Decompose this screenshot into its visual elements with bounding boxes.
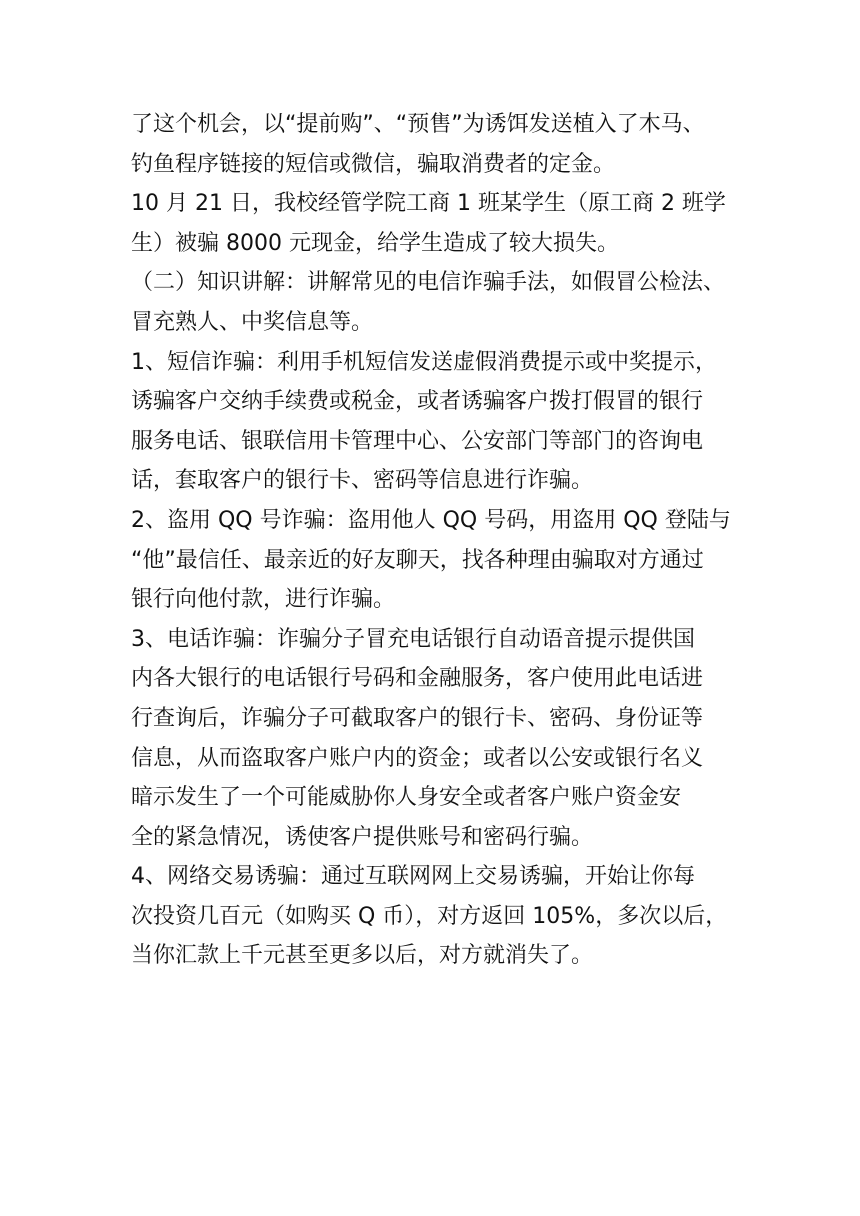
text-line: 信息，从而盗取客户账户内的资金；或者以公安或银行名义 (131, 745, 704, 771)
text-line: 行查询后，诈骗分子可截取客户的银行卡、密码、身份证等 (131, 705, 704, 731)
document-body (131, 105, 731, 976)
text-line: 银行向他付款，进行诈骗。 (131, 587, 396, 613)
paragraph-phone-fraud (131, 620, 731, 858)
text-line: 话，套取客户的银行卡、密码等信息进行诈骗。 (131, 468, 594, 494)
text-line: （二）知识讲解：讲解常见的电信诈骗手法，如假冒公检法、 (131, 270, 726, 296)
text-line: 诱骗客户交纳手续费或税金，或者诱骗客户拨打假冒的银行 (131, 389, 704, 415)
text-line: “他”最信任、最亲近的好友聊天，找各种理由骗取对方通过 (131, 547, 704, 573)
text-line: 4、网络交易诱骗：通过互联网网上交易诱骗，开始让你每 (131, 864, 695, 890)
paragraph-qq-fraud (131, 501, 731, 620)
text-line: 3、电话诈骗：诈骗分子冒充电话银行自动语音提示提供国 (131, 626, 695, 652)
text-line: 冒充熟人、中奖信息等。 (131, 309, 374, 335)
text-line: 次投资几百元（如购买 Q 币），对方返回 105%，多次以后， (131, 903, 728, 929)
text-line: 生）被骗 8000 元现金，给学生造成了较大损失。 (131, 230, 619, 256)
text-line: 2、盗用 QQ 号诈骗：盗用他人 QQ 号码，用盗用 QQ 登陆与 (131, 507, 731, 533)
text-line: 1、短信诈骗：利用手机短信发送虚假消费提示或中奖提示， (131, 349, 717, 375)
text-line: 当你汇款上千元甚至更多以后，对方就消失了。 (131, 943, 594, 969)
text-line: 暗示发生了一个可能威胁你人身安全或者客户账户资金安 (131, 785, 682, 811)
text-line: 钓鱼程序链接的短信或微信，骗取消费者的定金。 (131, 151, 616, 177)
text-line: 全的紧急情况，诱使客户提供账号和密码行骗。 (131, 824, 594, 850)
text-line: 了这个机会，以“提前购”、“预售”为诱饵发送植入了木马、 (131, 112, 705, 137)
paragraph-online-trade-fraud (131, 857, 731, 976)
paragraph-case-report (131, 184, 731, 263)
text-line: 内各大银行的电话银行号码和金融服务，客户使用此电话进 (131, 666, 704, 692)
paragraph-bait-intro (131, 105, 731, 184)
text-line: 服务电话、银联信用卡管理中心、公安部门等部门的咨询电 (131, 428, 704, 454)
paragraph-knowledge-heading (131, 263, 731, 342)
paragraph-sms-fraud (131, 343, 731, 501)
text-line: 10 月 21 日，我校经管学院工商 1 班某学生（原工商 2 班学 (131, 191, 726, 217)
